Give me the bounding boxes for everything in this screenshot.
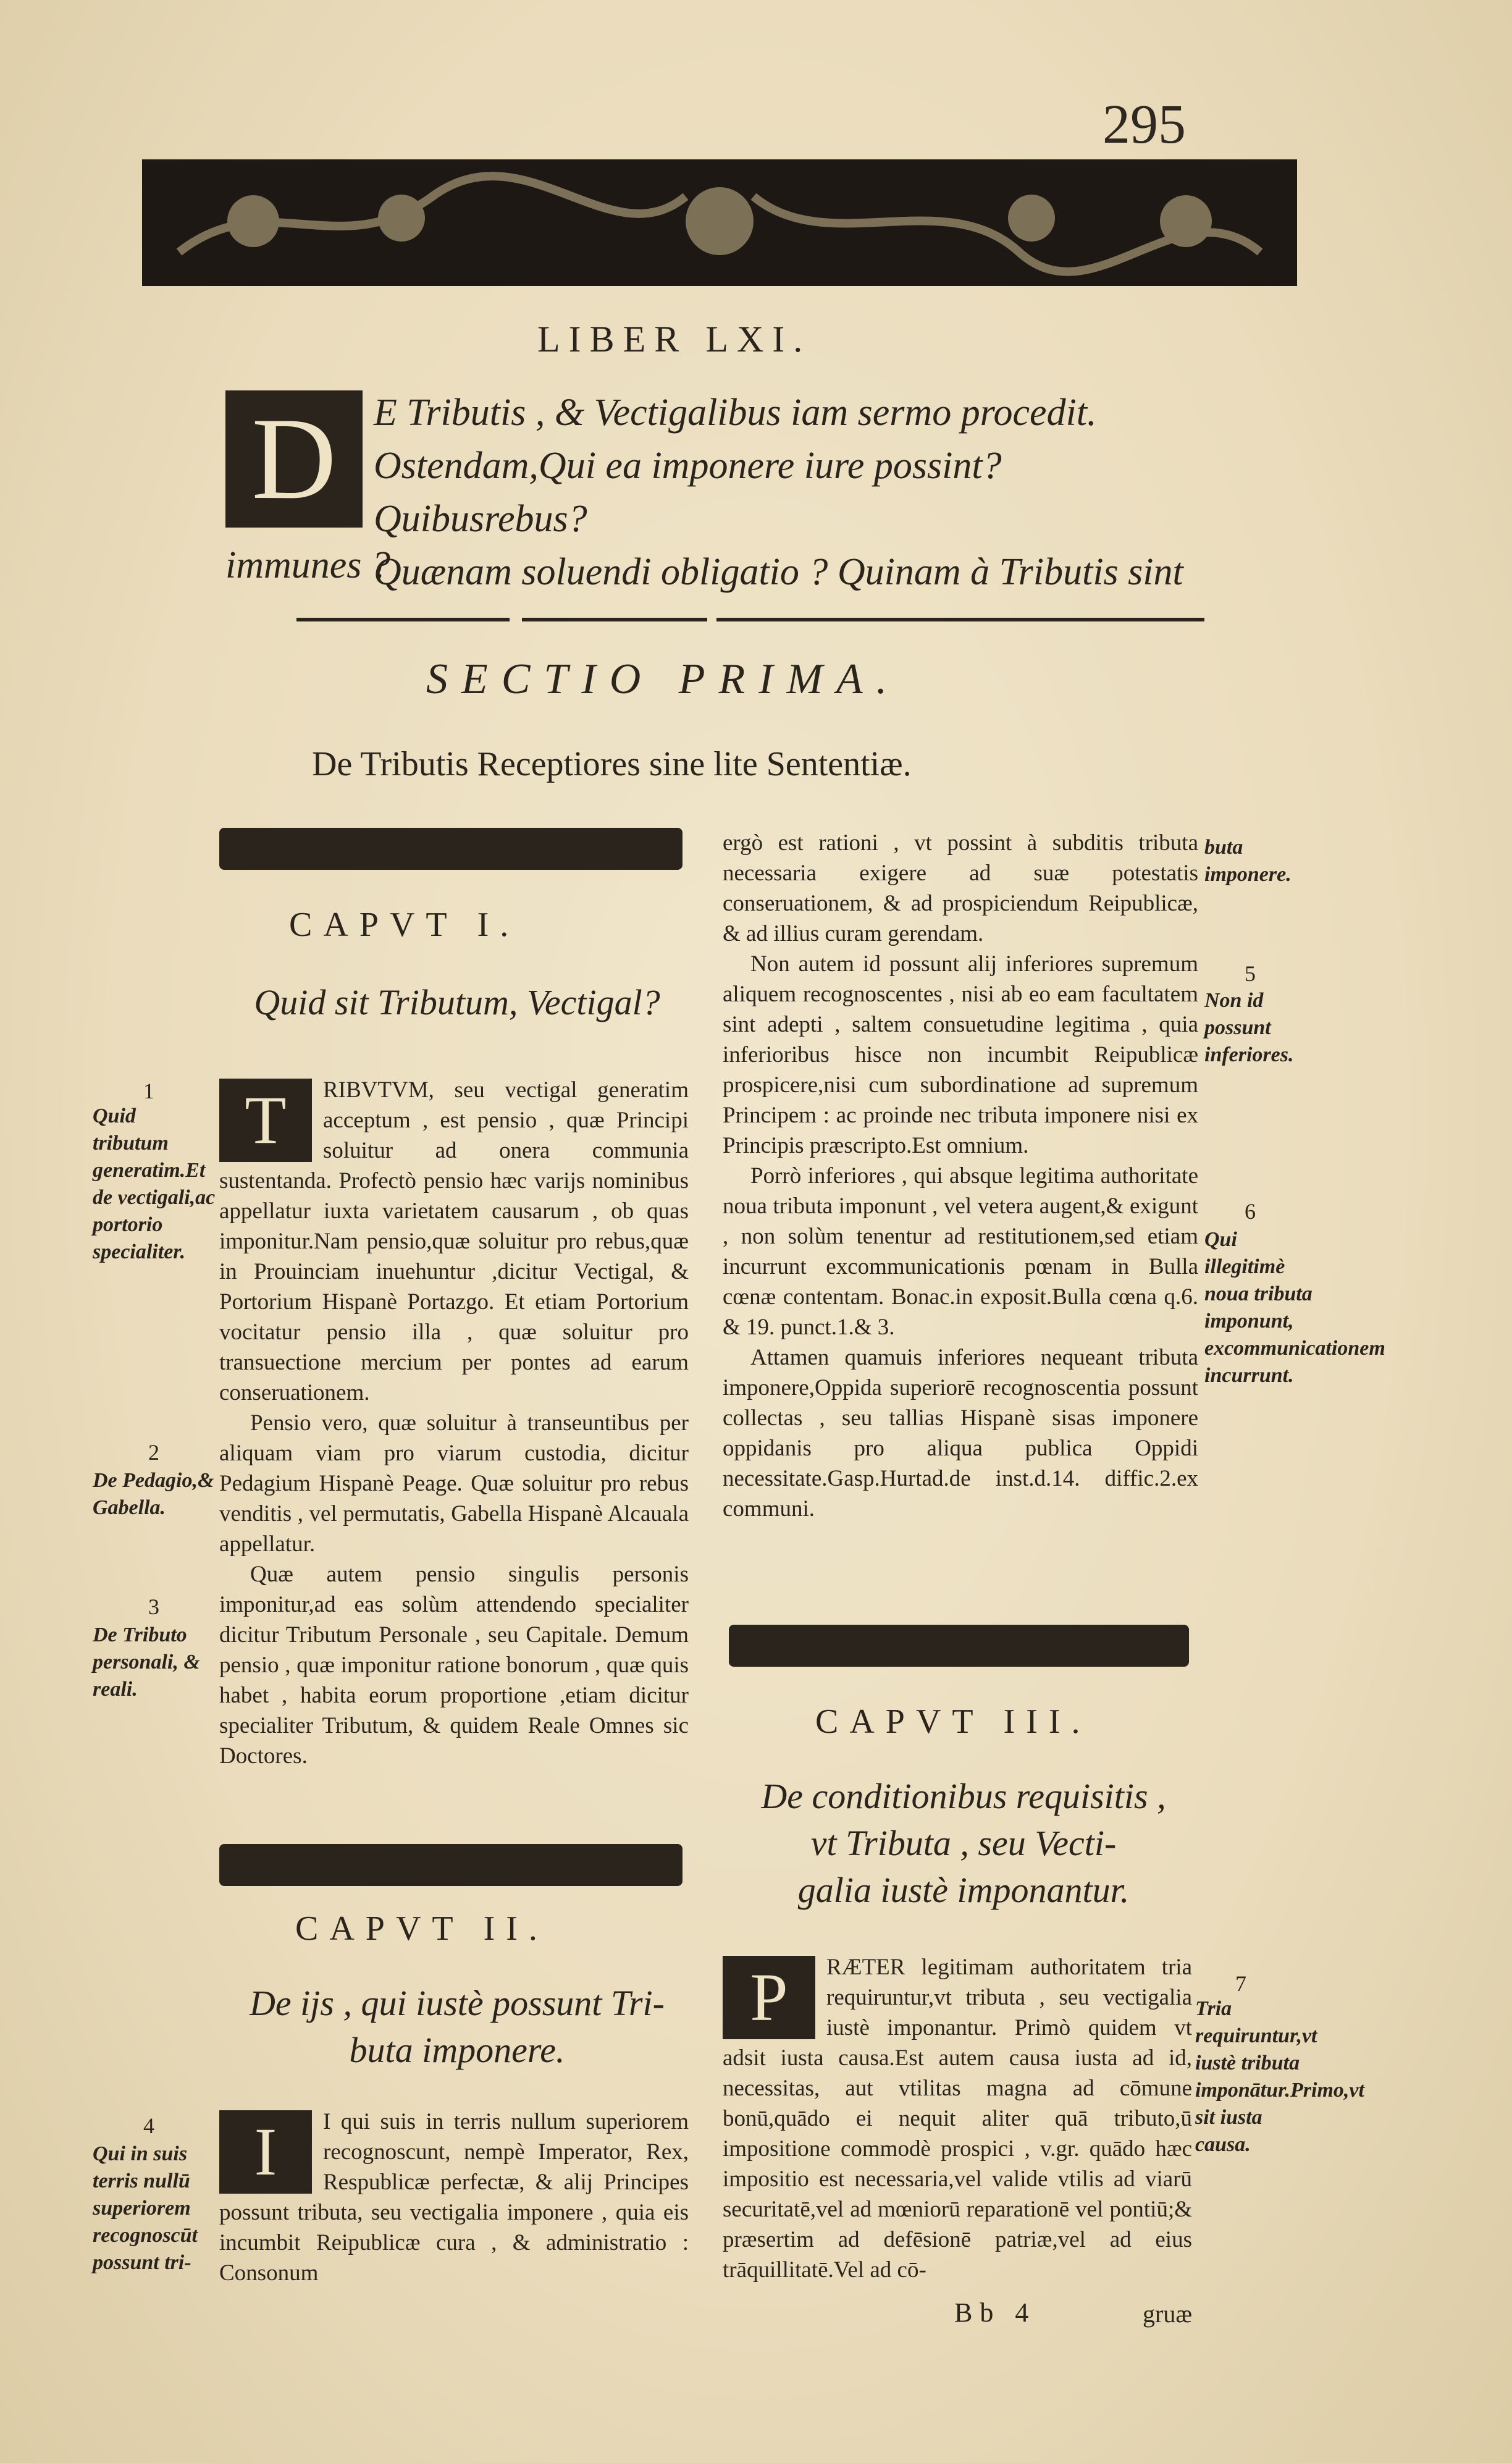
chapter-dropcap: I	[219, 2110, 312, 2194]
chapter-dropcap: T	[219, 1079, 312, 1162]
subtitle-line: De ijs , qui iustè possunt Tri-	[250, 1983, 665, 2023]
paragraph: RÆTER legitimam authoritatem tria requiruntur,vt tributa , seu vectigalia iustè imponantur. Primò quidem vt adsit iusta causa.Est autem causa iusta ad id, necessitas, aut vtilitas magna ad cōmune bonū,quādo ei nequit aliter quā tributo,ū impositione commodè prospici , v.gr. quādo hæc impositio est necessaria,vel valide vtilis ad viarū securitatē,vel ad mœniorū reparationē vel pontiū;& præsertim ad defēsionē patriæ,vel ad eius trāquillitatē.Vel ad cō-	[723, 1955, 1192, 2283]
chapter-heading: CAPVT III.	[815, 1703, 1091, 1741]
section-subheading: De Tributis Receptiores sine lite Sententiæ.	[312, 745, 912, 783]
right-column-body	[723, 828, 1198, 1524]
intro-tail: immunes ?	[225, 544, 390, 586]
divider-rule	[522, 618, 707, 621]
divider-rule	[716, 618, 1204, 621]
margin-number: 1	[143, 1079, 154, 1103]
subtitle-line: buta imponere.	[349, 2030, 565, 2070]
chapter-subtitle: Quid sit Tributum, Vectigal?	[254, 982, 660, 1022]
margin-number: 4	[143, 2113, 154, 2138]
paragraph: I qui suis in terris nullum superiorem recognoscunt, nempè Imperator, Rex, Respublicæ perfectæ, & alij Principes possunt tributa, seu vectigalia imponere , quia eis incumbit Reipublicæ cura , & administratio : Consonum	[219, 2109, 689, 2286]
chapter-subtitle	[213, 1980, 701, 2074]
divider-rule	[296, 618, 510, 621]
section-heading: SECTIO PRIMA.	[426, 655, 901, 703]
margin-note: Tria requiruntur,vt iustè tributa imponātur.Primo,vt sit iusta causa.	[1195, 1997, 1364, 2156]
intro-line: E Tributis , & Vectigalibus iam sermo procedit.	[374, 392, 1097, 434]
chapter-dropcap: P	[723, 1956, 815, 2039]
ornament-band	[219, 828, 682, 870]
margin-note: De Tributo personali, & reali.	[93, 1623, 200, 1701]
chapter-subtitle	[710, 1773, 1217, 1914]
chapter-heading: CAPVT I.	[289, 906, 520, 944]
intro-line: Ostendam,Qui ea imponere iure possint? Quibusrebus?	[374, 445, 1002, 540]
paragraph: Non autem id possunt alij inferiores supremum aliquem recognoscentes , nisi ab eo eam facultatem sint adepti , saltem consuetudine legitima , quia inferioribus hisce non incumbit Reipublicæ prospicere,nisi cum subordinatione ad supremum Principem : ac proinde nec tributa imponere nisi ex Principis præscripto.Est omnium.	[723, 951, 1198, 1158]
paragraph: Quæ autem pensio singulis personis imponitur,ad eas solùm attendendo specialiter dicitur Tributum Personale , seu Capitale. Demum pensio , quæ imponitur ratione bonorum , quæ quis habet , habita eorum proportione ,etiam dicitur specialiter Tributum, & quidem Reale Omnes sic Doctores.	[219, 1562, 689, 1769]
ornament-band	[729, 1625, 1189, 1667]
chapter-body	[723, 1952, 1192, 2285]
paragraph: Porrò inferiores , qui absque legitima authoritate noua tributa imponunt , vel vetera augent,& exigunt , non solùm tenentur ad restitutionem,sed etiam incurrunt excommunicationis pœnam in Bulla cœnæ contentam. Bonac.in exposit.Bulla cœna q.6. & 19. punct.1.& 3.	[723, 1163, 1198, 1340]
chapter-heading: CAPVT II.	[295, 1909, 548, 1948]
signature-mark: Bb 4	[954, 2297, 1036, 2328]
subtitle-line: galia iustè imponantur.	[797, 1870, 1130, 1910]
margin-note: Qui in suis terris nullū superiorem recognoscūt possunt tri-	[93, 2142, 198, 2274]
intro-dropcap: D	[225, 390, 363, 528]
page-number: 295	[1102, 94, 1186, 155]
margin-note: De Pedagio,& Gabella.	[93, 1469, 214, 1519]
catchword: gruæ	[1143, 2300, 1192, 2328]
header-ornament	[142, 159, 1297, 286]
ornament-band	[219, 1844, 682, 1886]
subtitle-line: vt Tributa , seu Vecti-	[810, 1823, 1117, 1863]
intro-line: Quænam soluendi obligatio ? Quinam à Tributis sint	[374, 551, 1183, 593]
paragraph: ergò est rationi , vt possint à subditis tributa necessaria exigere ad suæ potestatis conseruationem, & ad prospiciendum Reipublicæ, & ad illius curam gerendam.	[723, 830, 1198, 946]
margin-note: Quid tributum generatim.Et de vectigali,ac portorio specialiter.	[93, 1105, 216, 1263]
margin-note: buta imponere.	[1204, 836, 1292, 886]
margin-number: 7	[1235, 1971, 1246, 1996]
margin-number: 3	[148, 1594, 159, 1619]
margin-note: Non id possunt inferiores.	[1204, 989, 1294, 1066]
subtitle-line: De conditionibus requisitis ,	[761, 1776, 1166, 1816]
paragraph: Attamen quamuis inferiores nequeant tributa imponere,Oppida superiorē recognoscentia possunt collectas , seu tallias Hispanè sisas imponere oppidanis pro aliqua publica Oppidi necessitate.Gasp.Hurtad.de inst.d.14. diffic.2.ex communi.	[723, 1345, 1198, 1522]
paragraph: RIBVTVM, seu vectigal generatim acceptum , est pensio , quæ Principi soluitur ad onera communia sustentanda. Profectò pensio hæc varijs nominibus appellatur iuxta varietatem causarum , ob quas imponitur.Nam pensio,quæ soluitur pro rebus,quæ in Prouinciam inuehuntur ,dicitur Vectigal, & Portorium Hispanè Portazgo. Et etiam Portorium vocitatur pensio illa , quæ soluitur pro transuectione mercium per pontes ad earum conseruationem.	[219, 1077, 689, 1405]
chapter-body	[219, 2107, 689, 2288]
book-title: LIBER LXI.	[537, 319, 812, 360]
chapter-body	[219, 1075, 689, 1771]
margin-note: Qui illegitimè noua tributa imponunt, excommunicationem incurrunt.	[1204, 1228, 1385, 1387]
margin-number: 5	[1245, 961, 1256, 986]
margin-number: 2	[148, 1440, 159, 1465]
paragraph: Pensio vero, quæ soluitur à transeuntibus per aliquam viam pro viarum custodia, dicitur Pedagium Hispanè Peage. Quæ soluitur pro rebus venditis , vel permutatis, Gabella Hispanè Alcauala appellatur.	[219, 1410, 689, 1557]
margin-number: 6	[1245, 1199, 1256, 1224]
